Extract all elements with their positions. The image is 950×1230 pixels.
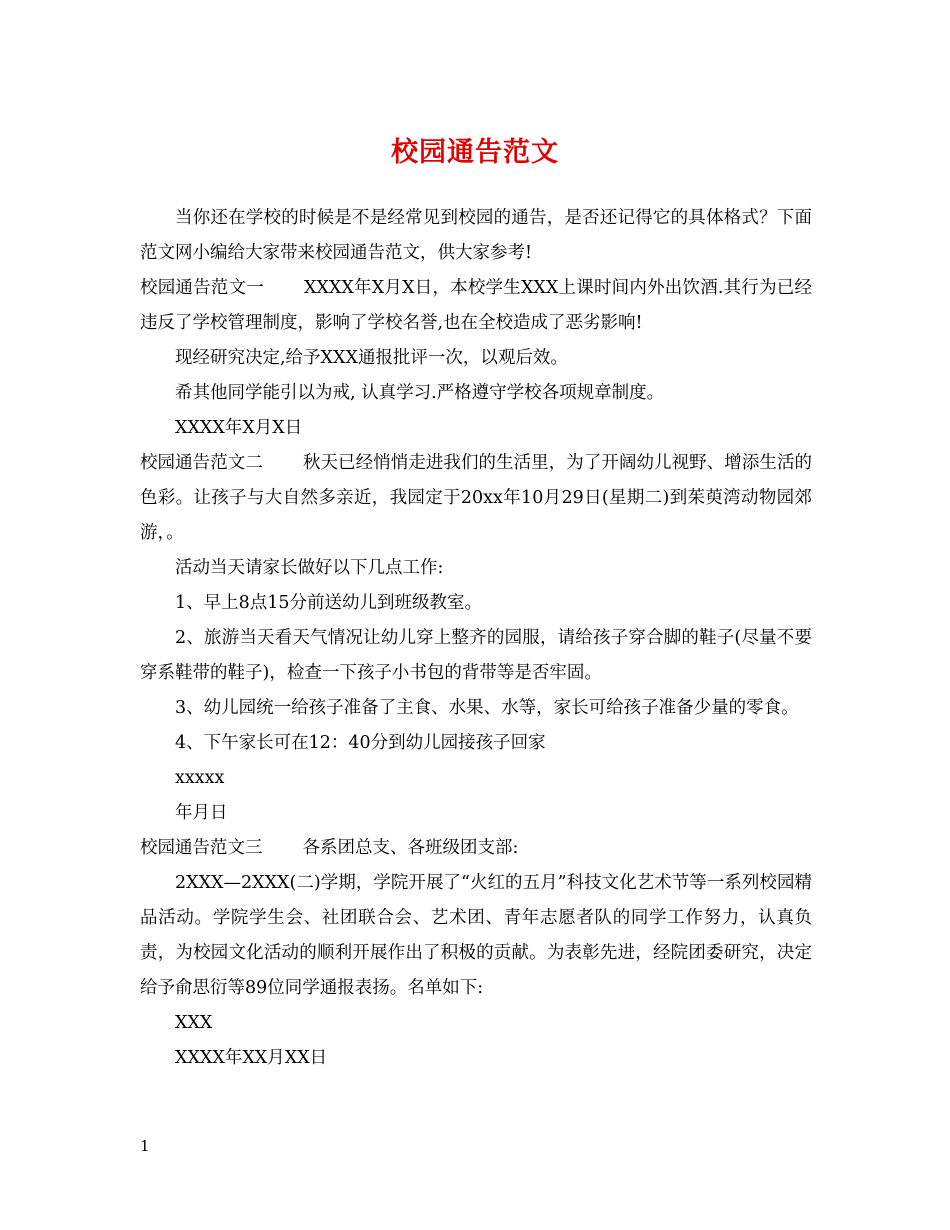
sample2-item-3: 3、幼儿园统一给孩子准备了主食、水果、水等，家长可给孩子准备少量的零食。 [175, 698, 799, 718]
sample1-warning: 希其他同学能引以为戒, 认真学习.严格遵守学校各项规章制度。 [175, 383, 665, 403]
sample3-names: XXX [175, 1013, 213, 1033]
sample3-first-text: 各系团总支、各班级团支部: [302, 838, 519, 858]
sample3-heading: 校园通告范文三 [140, 838, 263, 858]
sample2-item-1: 1、早上8点15分前送幼儿到班级教室。 [175, 593, 483, 613]
sample2-first-text: 秋天已经悄悄走进我们的生活里，为了开阔幼儿视野、增添生活的色彩。让孩子与大自然多亲近，我园定于20xx年10月29日(星期二)到茱萸湾动物园郊游，。 [140, 453, 812, 543]
sample2-date: 年月日 [175, 803, 228, 823]
sample2-heading: 校园通告范文二 [140, 453, 263, 473]
sample2-item-2: 2、旅游当天看天气情况让幼儿穿上整齐的园服，请给孩子穿合脚的鞋子(尽量不要穿系鞋带的鞋子)，检查一下孩子小书包的背带等是否牢固。 [140, 628, 812, 683]
sample3-body: 2XXX—2XXX(二)学期，学院开展了“火红的五月”科技文化艺术节等一系列校园精品活动。学院学生会、社团联合会、艺术团、青年志愿者队的同学工作努力，认真负责，为校园文化活动的顺利开展作出了积极的贡献。为表彰先进，经院团委研究，决定给予俞思衍等89位同学通报表扬。名单如下: [140, 873, 812, 998]
sample1-first-text: XXXX年X月X日，本校学生XXX上课时间内外出饮酒.其行为已经违反了学校管理制度，影响了学校名誉,也在全校造成了恶劣影响! [140, 278, 812, 333]
intro-paragraph: 当你还在学校的时候是不是经常见到校园的通告，是否还记得它的具体格式？下面范文网小编给大家带来校园通告范文，供大家参考! [140, 208, 812, 263]
sample3-paragraph [140, 831, 812, 866]
sample2-signer: xxxxx [175, 768, 225, 788]
sample2-item-4: 4、下午家长可在12：40分到幼儿园接孩子回家 [175, 733, 546, 753]
sample1-date: XXXX年X月X日 [175, 418, 303, 438]
document-body [140, 201, 812, 1076]
sample3-date: XXXX年XX月XX日 [175, 1048, 328, 1068]
sample1-heading: 校园通告范文一 [140, 278, 264, 298]
sample2-instructions: 活动当天请家长做好以下几点工作: [175, 558, 444, 578]
page-title: 校园通告范文 [391, 137, 559, 168]
sample1-decision: 现经研究决定,给予XXX通报批评一次，以观后效。 [175, 348, 568, 368]
sample1-paragraph [140, 271, 812, 341]
sample2-paragraph [140, 446, 812, 551]
page-number: 1 [140, 1137, 150, 1155]
